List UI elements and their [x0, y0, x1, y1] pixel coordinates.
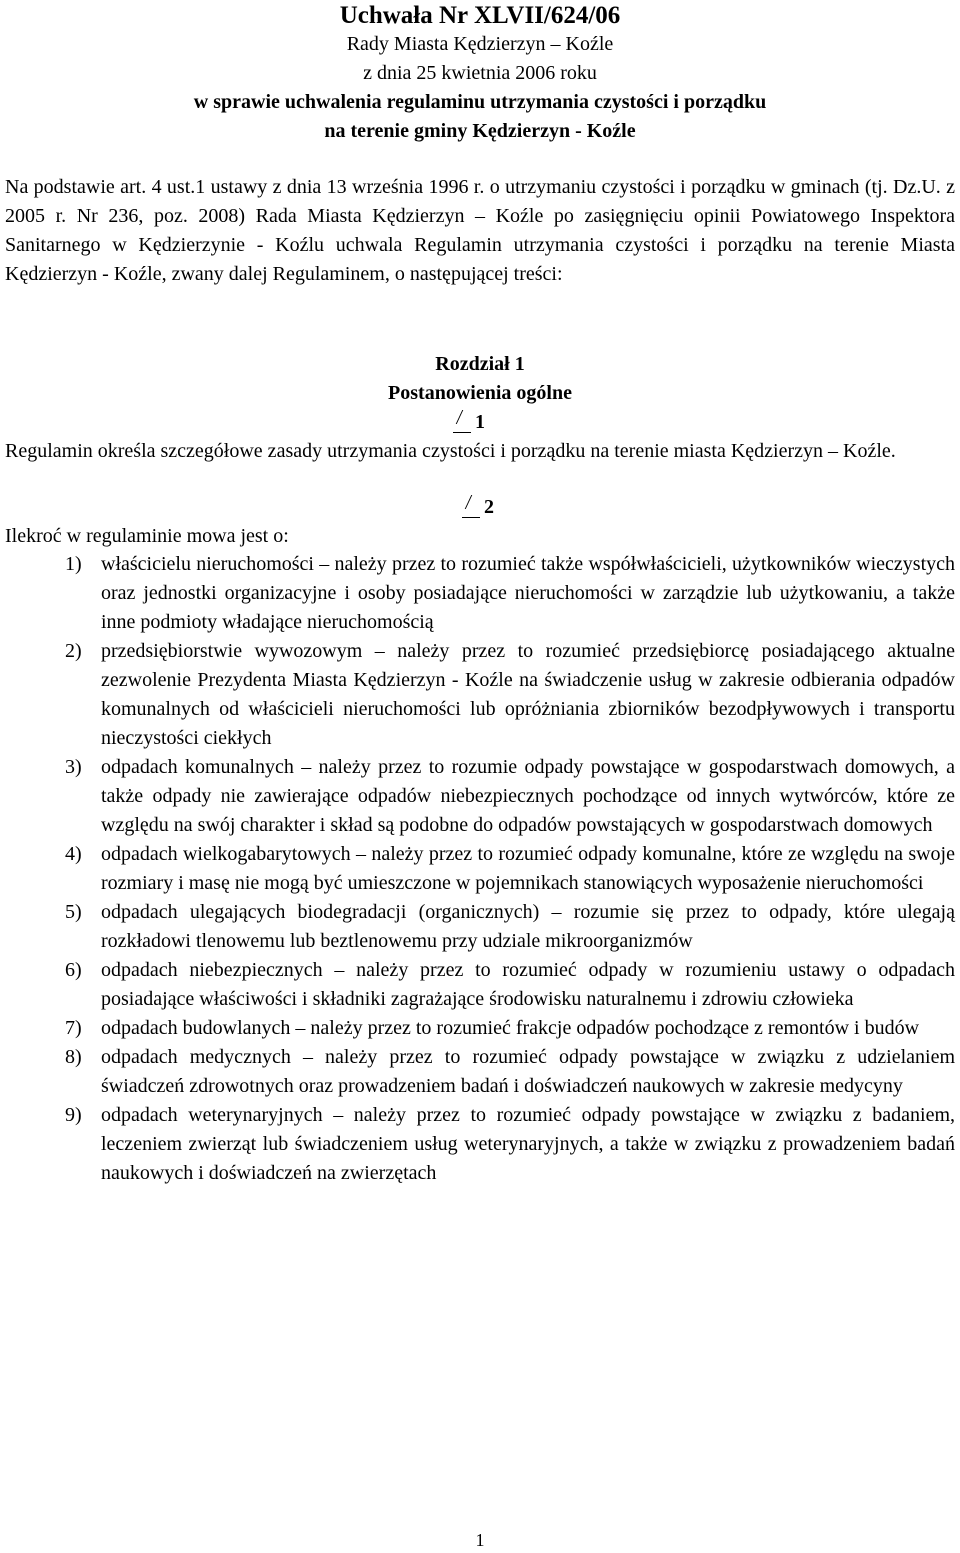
list-item-text: odpadach komunalnych – należy przez to rozumie odpady powstające w gospodarstwach domowych, a także odpady nie zawierające odpadów niebezpiecznych pochodzące od innych wytwórców, które ze względu na swój charakter i skład są podobne do odpadów powstających w gospodarstwach domowych: [101, 756, 955, 836]
list-item-text: odpadach ulegających biodegradacji (organicznych) – rozumie się przez to odpady, które ulegają rozkładowi tlenowemu lub beztlenowemu przy udziale mikroorganizmów: [101, 901, 955, 952]
chapter-name: Postanowienia ogólne: [388, 382, 572, 404]
resolution-date: z dnia 25 kwietnia 2006 roku: [363, 62, 597, 84]
section-2-intro: Ilekroć w regulaminie mowa jest o:: [5, 525, 289, 547]
subject-line-2: na terenie gminy Kędzierzyn - Koźle: [324, 120, 636, 142]
list-item-number: 1): [65, 553, 82, 575]
subject-line-1: w sprawie uchwalenia regulaminu utrzymania czystości i porządku: [193, 91, 767, 113]
list-item-text: odpadach budowlanych – należy przez to rozumieć frakcje odpadów pochodzące z remontów i budów: [101, 1017, 920, 1039]
list-item-text: odpadach niebezpiecznych – należy przez to rozumieć odpady w rozumieniu ustawy o odpadach posiadające właściwości i składniki zagrażające środowisku naturalnemu i zdrowiu człowieka: [101, 959, 955, 1010]
chapter-label: Rozdział 1: [435, 353, 525, 375]
section-1-number: 1: [475, 408, 485, 437]
section-2-number: 2: [484, 493, 494, 522]
list-item: [5, 753, 955, 840]
page-number: 1: [475, 1530, 485, 1550]
list-item-number: 4): [65, 843, 82, 865]
list-item: [5, 1101, 955, 1188]
list-item-number: 7): [65, 1017, 82, 1039]
list-item-text: odpadach medycznych – należy przez to rozumieć odpady powstające w związku z udzielaniem świadczeń zdrowotnych oraz prowadzeniem badań i doświadczeń naukowych w zakresie medycyny: [101, 1046, 955, 1097]
list-item-number: 2): [65, 640, 82, 662]
section-2-heading: [0, 493, 960, 522]
list-item: [5, 637, 955, 753]
resolution-title: Uchwała Nr XLVII/624/06: [339, 2, 621, 29]
list-item-number: 3): [65, 756, 82, 778]
preamble: Na podstawie art. 4 ust.1 ustawy z dnia 13 września 1996 r. o utrzymaniu czystości i porządku w gminach (tj. Dz.U. z 2005 r. Nr 236, poz. 2008) Rada Miasta Kędzierzyn – Koźle po zasięgnięciu opinii Powiatowego Inspektora Sanitarnego w Kędzierzynie - Koźlu uchwala Regulamin utrzymania czystości i porządku na terenie Miasta Kędzierzyn - Koźle, zwany dalej Regulaminem, o następującej treści:: [5, 176, 955, 285]
list-item: [5, 550, 955, 637]
section-1-text: Regulamin określa szczegółowe zasady utrzymania czystości i porządku na terenie miasta Kędzierzyn – Koźle.: [5, 440, 896, 462]
list-item-number: 6): [65, 959, 82, 981]
chapter-heading: [0, 350, 960, 437]
list-item-number: 8): [65, 1046, 82, 1068]
list-item-text: odpadach wielkogabarytowych – należy przez to rozumieć odpady komunalne, które ze względu na swoje rozmiary i masę nie mogą być umieszczone w pojemnikach stanowiących wyposażenie nieruchomości: [101, 843, 955, 894]
list-item-number: 5): [65, 901, 82, 923]
council-name: Rady Miasta Kędzierzyn – Koźle: [346, 33, 614, 55]
list-item: [5, 840, 955, 898]
list-item-text: przedsiębiorstwie wywozowym – należy przez to rozumieć przedsiębiorcę posiadającego aktualne zezwolenie Prezydenta Miasta Kędzierzyn - Koźle na świadczenie usług w zakresie odbierania odpadów komunalnych od właścicieli nieruchomości lub opróżniania zbiorników bezodpływowych i transportu nieczystości ciekłych: [101, 640, 955, 749]
section-1-heading: [0, 408, 960, 437]
document-header: [0, 0, 960, 146]
list-item-text: odpadach weterynaryjnych – należy przez to rozumieć odpady powstające w związku z badaniem, leczeniem zwierząt lub świadczeniem usług weterynaryjnych, a także w związku z prowadzeniem badań naukowych i doświadczeń na zwierzętach: [101, 1104, 955, 1184]
list-item-text: właścicielu nieruchomości – należy przez to rozumieć także współwłaścicieli, użytkowników wieczystych oraz jednostki organizacyjne i osoby posiadające nieruchomości w zarządzie lub użytkowaniu, a także inne podmioty władające nieruchomością: [101, 553, 955, 633]
list-item: [5, 956, 955, 1014]
definitions-list: [5, 550, 955, 1188]
list-item: [5, 1014, 955, 1043]
list-item-number: 9): [65, 1104, 82, 1126]
list-item: [5, 1043, 955, 1101]
list-item: [5, 898, 955, 956]
